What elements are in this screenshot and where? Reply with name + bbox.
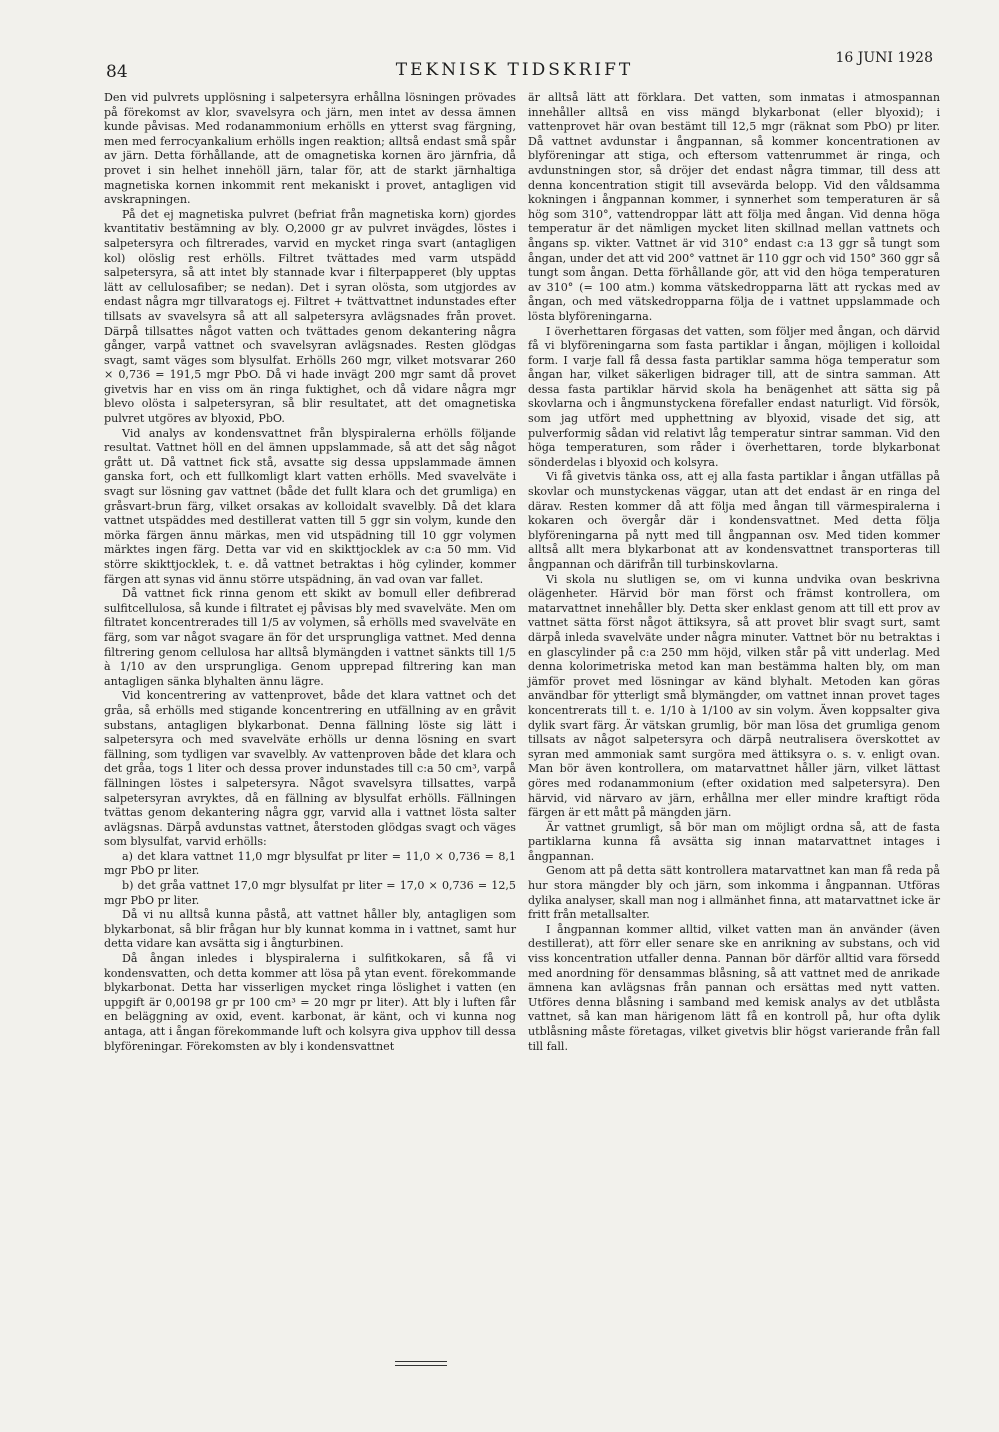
left-column — [104, 91, 516, 1054]
paragraph: I överhettaren förgasas det vatten, som följer med ångan, och därvid få vi blyföreningarna som fasta partiklar i ångan, möjligen i kolloidal form. I varje fall få dessa fasta partiklar samma höga temperatur som ångan har, vilket säkerligen bidrager till, att de sintra samman. Att dessa fasta partiklar härvid skola ha benägenhet att sätta sig på skovlarna och i ångmunstyckena förefaller endast naturligt. Vid försök, som jag utfört med upphettning av blyoxid, visade det sig, att pulverformig sådan vid relativt låg temperatur sintrar samman. Vid den höga temperaturen, som råder i överhettaren, torde blykarbonat sönderdelas i blyoxid och kolsyra. — [528, 324, 940, 469]
paragraph: Vid analys av kondensvattnet från blyspiralerna erhölls följande resultat. Vattnet höll en del ämnen uppslammade, så att det såg något grått ut. Då vattnet fick stå, avsatte sig dessa uppslammade ämnen ganska fort, och ett fullkomligt klart vatten erhölls. Med svavelväte i svagt sur lösning gav vattnet (både det fullt klara och det grumliga) en gråsvart-brun färg, vilket orsakas av kolloidalt svavelbly. Då det klara vattnet utspäddes med destillerat vatten till 5 ggr sin volym, kunde den mörka färgen ännu märkas, men vid utspädning till 10 ggr volymen märktes ingen färg. Detta var vid en skikttjocklek av c:a 50 mm. Vid större skikttjocklek, t. e. då vattnet betraktas i hög cylinder, kommer färgen att synas vid ännu större utspädning, än vad ovan var fallet. — [104, 426, 516, 586]
paragraph: På det ej magnetiska pulvret (befriat från magnetiska korn) gjordes kvantitativ bestämning av bly. O,2000 gr av pulvret invägdes, löstes i salpetersyra och filtrerades, varvid en mycket ringa svart (antagligen kol) olöslig rest erhölls. Filtret tvättades med varm utspädd salpetersyra, så att intet bly stannade kvar i filterpapperet (bly upptas lätt av cellulosafiber; se nedan). Det i syran olösta, som utgjordes av endast några mgr tillvaratogs ej. Filtret + tvättvattnet indunstades efter tillsats av svavelsyra så att all salpetersyra avlägsnades från provet. Därpå tillsattes något vatten och tvättades genom dekantering några gånger, varpå vattnet och svavelsyran avlägsnades. Resten glödgas svagt, samt väges som blysulfat. Erhölls 260 mgr, vilket motsvarar 260 × 0,736 = 191,5 mgr PbO. Då vi hade invägt 200 mgr samt då provet givetvis har en viss om än ringa fuktighet, och då vidare några mgr blevo olösta i salpetersyran, så blir resultatet, att det omagnetiska pulvret utgöres av blyoxid, PbO. — [104, 207, 516, 426]
right-column — [528, 91, 940, 1054]
paragraph: Då ångan inledes i blyspiralerna i sulfitkokaren, så få vi kondensvatten, och detta kommer att lösa på ytan event. förekommande blykarbonat. Detta har visserligen mycket ringa löslighet i vatten (en uppgift är 0,00198 gr pr 100 cm³ = 20 mgr pr liter). Att bly i luften får en beläggning av oxid, event. karbonat, är känt, och vi kunna nog antaga, att i ångan förekommande luft och kolsyra giva upphov till dessa blyföreningar. Förekomsten av bly i kondensvattnet — [104, 952, 516, 1053]
paragraph: Är vattnet grumligt, så bör man om möjligt ordna så, att de fasta partiklarna kunna få avsätta sig innan matarvattnet intages i ångpannan. — [528, 820, 940, 863]
paragraph: Då vattnet fick rinna genom ett skikt av bomull eller defibrerad sulfitcellulosa, så kunde i filtratet ej påvisas bly med svavelväte. Men om filtratet koncentrerades till 1/5 av volymen, så erhölls med svavelväte en färg, som var något svagare än för det ursprungliga vattnet. Med denna filtrering genom cellulosa har alltså blymängden i vattnet sänkts till 1/5 à 1/10 av den ursprungliga. Genom upprepad filtrering kan man antagligen sänka blyhalten ännu lägre. — [104, 587, 516, 688]
issue-date: 16 JUNI 1928 — [835, 50, 933, 66]
page-number: 84 — [106, 62, 128, 82]
paragraph: I ångpannan kommer alltid, vilket vatten man än använder (även destillerat), att förr eller senare ske en anrikning av substans, och vid viss koncentration utfaller denna. Pannan bör därför alltid vara försedd med anordning för densammas blåsning, så att vattnet med de anrikade ämnena kan avlägsnas från pannan och ersättas med nytt vatten. Utföres denna blåsning i samband med kemisk analys av det utblåsta vattnet, så kan man härigenom lätt få en kontroll på, hur ofta dylik utblåsning måste företagas, vilket givetvis blir högst varierande från fall till fall. — [528, 922, 940, 1053]
paragraph: Vi skola nu slutligen se, om vi kunna undvika ovan beskrivna olägenheter. Härvid bör man först och främst kontrollera, om matarvattnet innehåller bly. Detta sker enklast genom att till ett prov av vattnet sätta först något ättiksyra, så att provet blir svagt surt, samt därpå inleda svavelväte under några minuter. Vattnet bör nu betraktas i en glascylinder på c:a 250 mm höjd, vilken står på vitt underlag. Med denna kolorimetriska metod kan man bestämma halten bly, om man jämför provet med lösningar av känd blyhalt. Metoden kan göras användbar för ytterligt små blymängder, om vattnet innan provet tages koncentrerats till t. e. 1/10 à 1/100 av sin volym. Även koppsalter giva dylik svart färg. Är vätskan grumlig, bör man lösa det grumliga genom tillsats av något salpetersyra och därpå neutralisera överskottet av syran med ammoniak samt surgöra med ättiksyra o. s. v. enligt ovan. Man bör även kontrollera, om matarvattnet håller järn, vilket lättast göres med rodanammonium (efter oxidation med salpetersyra). Den härvid, vid närvaro av järn, erhållna mer eller mindre kraftigt röda färgen är ett mått på mängden järn. — [528, 572, 940, 820]
paragraph: Den vid pulvrets upplösning i salpetersyra erhållna lösningen prövades på förekomst av klor, svavelsyra och järn, men intet av dessa ämnen kunde påvisas. Med rodanammonium erhölls en ytterst svag färgning, men med ferrocyankalium erhölls ingen reaktion; alltså endast små spår av järn. Detta förhållande, att de omagnetiska kornen äro järnfria, då provet i sin helhet innehöll järn, talar för, att de starkt järnhaltiga magnetiska kornen inkommit rent mekaniskt i provet, antagligen vid avskrapningen. — [104, 91, 516, 207]
paragraph: är alltså lätt att förklara. Det vatten, som inmatas i atmospannan innehåller alltså en viss mängd blykarbonat (eller blyoxid); i vattenprovet här ovan bestämt till 12,5 mgr (räknat som PbO) pr liter. Då vattnet avdunstar i ångpannan, så kommer koncentrationen av blyföreningar att stiga, och eftersom vattenrummet är ringa, och avdunstningen stor, så dröjer det endast några timmar, till dess att denna koncentration stigit till avsevärda belopp. Vid den våldsamma kokningen i ångpannan kommer, i synnerhet som temperaturen är så hög som 310°, vattendroppar lätt att följa med ångan. Vid denna höga temperatur är det nämligen mycket liten skillnad mellan vattnets och ångans sp. vikter. Vattnet är vid 310° endast c:a 13 ggr så tungt som ångan, under det att vid 200° vattnet är 110 ggr och vid 150° 360 ggr så tungt som ångan. Detta förhållande gör, att vid den höga temperaturen av 310° (= 100 atm.) komma vätskedropparna lätt att ryckas med av ångan, och med vätskedropparna följa de i vattnet uppslammade och lösta blyföreningarna. — [528, 91, 940, 323]
paragraph: Då vi nu alltså kunna påstå, att vattnet håller bly, antagligen som blykarbonat, så blir frågan hur bly kunnat komma in i vattnet, samt hur detta vidare kan avsätta sig i ångturbinen. — [104, 908, 516, 951]
paragraph: Genom att på detta sätt kontrollera matarvattnet kan man få reda på hur stora mängder bly och järn, som inkomma i ångpannan. Utföras dylika analyser, skall man nog i allmänhet finna, att matarvattnet icke är fritt från metallsalter. — [528, 864, 940, 922]
paragraph: Vi få givetvis tänka oss, att ej alla fasta partiklar i ångan utfällas på skovlar och munstyckenas väggar, utan att det endast är en ringa del därav. Resten kommer då att följa med ångan till värmespiralerna i kokaren och övergår där i kondensvattnet. Med detta följa blyföreningarna på nytt med till ångpannan osv. Med tiden kommer alltså allt mera blykarbonat att av kondensvattnet transporteras till ångpannan och därifrån till turbinskovlarna. — [528, 470, 940, 571]
page-header — [96, 44, 933, 84]
end-rule — [395, 1361, 447, 1366]
journal-title: TEKNISK TIDSKRIFT — [395, 60, 634, 80]
result-line-b: b) det gråa vattnet 17,0 mgr blysulfat pr liter = 17,0 × 0,736 = 12,5 mgr PbO pr liter. — [104, 879, 516, 907]
result-line-a: a) det klara vattnet 11,0 mgr blysulfat pr liter = 11,0 × 0,736 = 8,1 mgr PbO pr liter. — [104, 849, 516, 878]
paragraph: Vid koncentrering av vattenprovet, både det klara vattnet och det gråa, så erhölls med stigande koncentrering en utfällning av en gråvit substans, antagligen blykarbonat. Denna fällning löste sig lätt i salpetersyra och med svavelväte erhölls ur denna lösning en svart fällning, som tydligen var svavelbly. Av vattenproven både det klara och det gråa, togs 1 liter och dessa prover indunstades till c:a 50 cm³, varpå fällningen löstes i salpetersyra. Något svavelsyra tillsattes, varpå salpetersyran avryktes, då en fällning av blysulfat erhölls. Fällningen tvättas genom dekantering några ggr, varvid alla i vattnet lösta salter avlägsnas. Därpå avdunstas vattnet, återstoden glödgas svagt och väges som blysulfat, varvid erhölls: — [104, 689, 516, 849]
